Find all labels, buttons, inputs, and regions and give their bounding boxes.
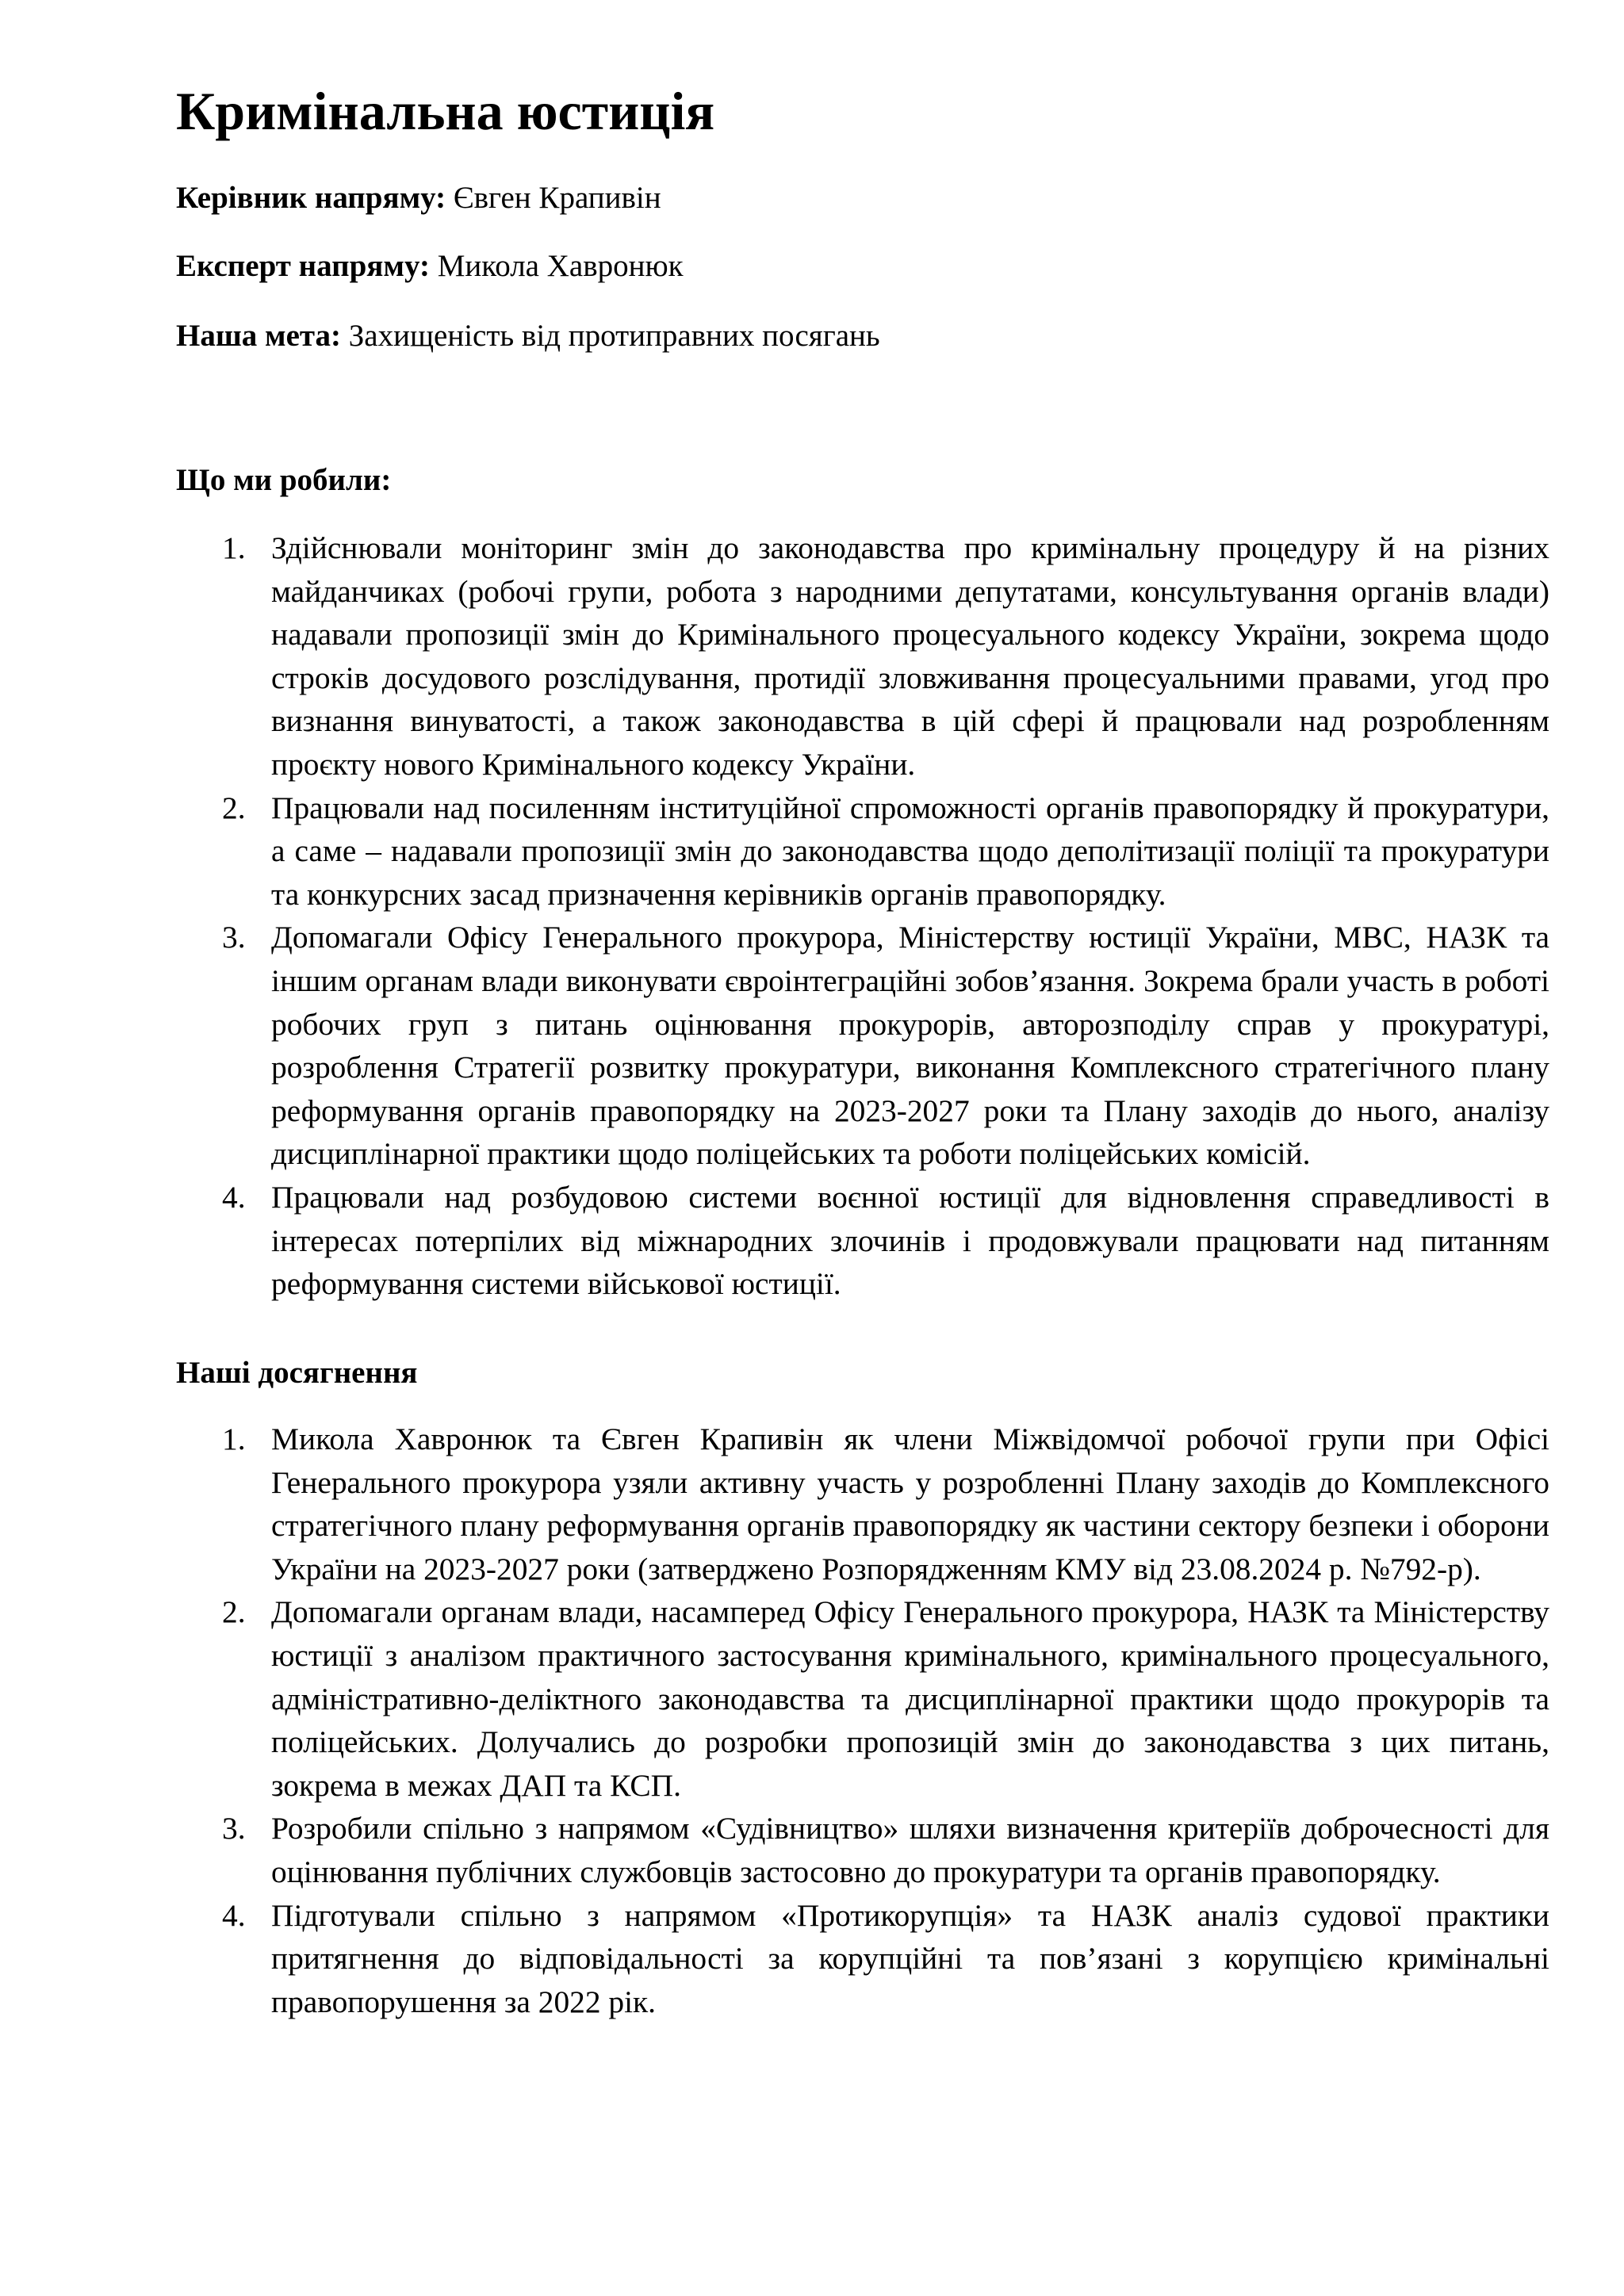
list-item <box>176 1418 1549 1590</box>
list-item-text: Допомагали Офісу Генерального прокурора, Міністерству юстиції України, МВС, НАЗК та іншим органам влади виконувати євроінтеграційні зобов’язання. Зокрема брали участь в роботі робочих груп з питань оцінювання прокурорів, авторозподілу справ у прокуратурі, розроблення Стратегії розвитку прокуратури, виконання Комплексного стратегічного плану реформування органів правопорядку на 2023-2027 роки та Плану заходів до нього, аналізу дисциплінарної практики щодо поліцейських та роботи поліцейських комісій. <box>271 920 1549 1172</box>
list-item-number: 4. <box>222 1179 246 1215</box>
list-item-number: 2. <box>222 790 246 825</box>
achievements-list <box>176 1418 1549 2023</box>
list-item-number: 4. <box>222 1897 246 1933</box>
meta-lead-value: Євген Крапивін <box>453 181 661 215</box>
meta-goal-label: Наша мета: <box>176 319 342 353</box>
meta-lead <box>176 176 661 220</box>
list-item-number: 1. <box>222 1422 246 1456</box>
list-item-text: Здійснювали моніторинг змін до законодавства про кримінальну процедуру й на різних майданчиках (робочі групи, робота з народними депутатами, консультування органів влади) надавали пропозиції змін до Кримінального процесуального кодексу України, зокрема щодо строків досудового розслідування, протидії зловживання процесуальними правами, угод про визнання винуватості, а також законодавства в цій сфері й працювали над розробленням проєкту нового Кримінального кодексу України. <box>271 530 1549 782</box>
list-item-number: 3. <box>222 1811 246 1846</box>
list-item <box>176 1807 1549 1893</box>
list-item <box>176 1590 1549 1807</box>
meta-expert-label: Експерт напряму: <box>176 249 430 283</box>
meta-expert <box>176 244 684 289</box>
list-item-text: Микола Хавронюк та Євген Крапивін як члени Міжвідомчої робочої групи при Офісі Генерального прокурора узяли активну участь у розробленні Плану заходів до Комплексного стратегічного плану реформування органів правопорядку як частини сектору безпеки і оборони України на 2023-2027 роки (затверджено Розпорядженням КМУ від 23.08.2024 р. №792-р). <box>271 1422 1549 1586</box>
list-item <box>176 916 1549 1176</box>
list-item <box>176 526 1549 786</box>
list-item <box>176 1894 1549 2024</box>
list-item <box>176 786 1549 916</box>
activities-list <box>176 526 1549 1306</box>
list-item-number: 2. <box>222 1594 246 1630</box>
meta-lead-label: Керівник напряму: <box>176 181 446 215</box>
list-item <box>176 1176 1549 1306</box>
meta-goal-value: Захищеність від протиправних посягань <box>348 319 880 353</box>
page-title: Кримінальна юстиція <box>176 81 715 141</box>
list-item-number: 3. <box>222 920 246 955</box>
list-item-text: Допомагали органам влади, насамперед Офісу Генерального прокурора, НАЗК та Міністерству юстиції з аналізом практичного застосування кримінального, кримінального процесуального, адміністративно-деліктного законодавства та дисциплінарної практики щодо прокурорів та поліцейських. Долучались до розробки пропозицій змін до законодавства з цих питань, зокрема в межах ДАП та КСП. <box>271 1594 1549 1803</box>
list-item-text: Розробили спільно з напрямом «Судівництво» шляхи визначення критеріїв доброчесності для оцінювання публічних службовців застосовно до прокуратури та органів правопорядку. <box>271 1811 1549 1889</box>
meta-goal <box>176 314 880 358</box>
list-item-number: 1. <box>222 530 246 565</box>
section-heading-achievements: Наші досягнення <box>176 1356 418 1390</box>
list-item-text: Працювали над розбудовою системи воєнної юстиції для відновлення справедливості в інтересах потерпілих від міжнародних злочинів і продовжували працювати над питанням реформування системи військової юстиції. <box>271 1179 1549 1302</box>
list-item-text: Підготували спільно з напрямом «Протикорупція» та НАЗК аналіз судової практики притягнення до відповідальності за корупційні та пов’язані з корупцією кримінальні правопорушення за 2022 рік. <box>271 1897 1549 2019</box>
section-heading-activities: Що ми робили: <box>176 463 392 497</box>
meta-expert-value: Микола Хавронюк <box>437 249 684 283</box>
list-item-text: Працювали над посиленням інституційної спроможності органів правопорядку й прокуратури, а саме – надавали пропозиції змін до законодавства щодо деполітизації поліції та прокуратури та конкурсних засад призначення керівників органів правопорядку. <box>271 790 1549 912</box>
